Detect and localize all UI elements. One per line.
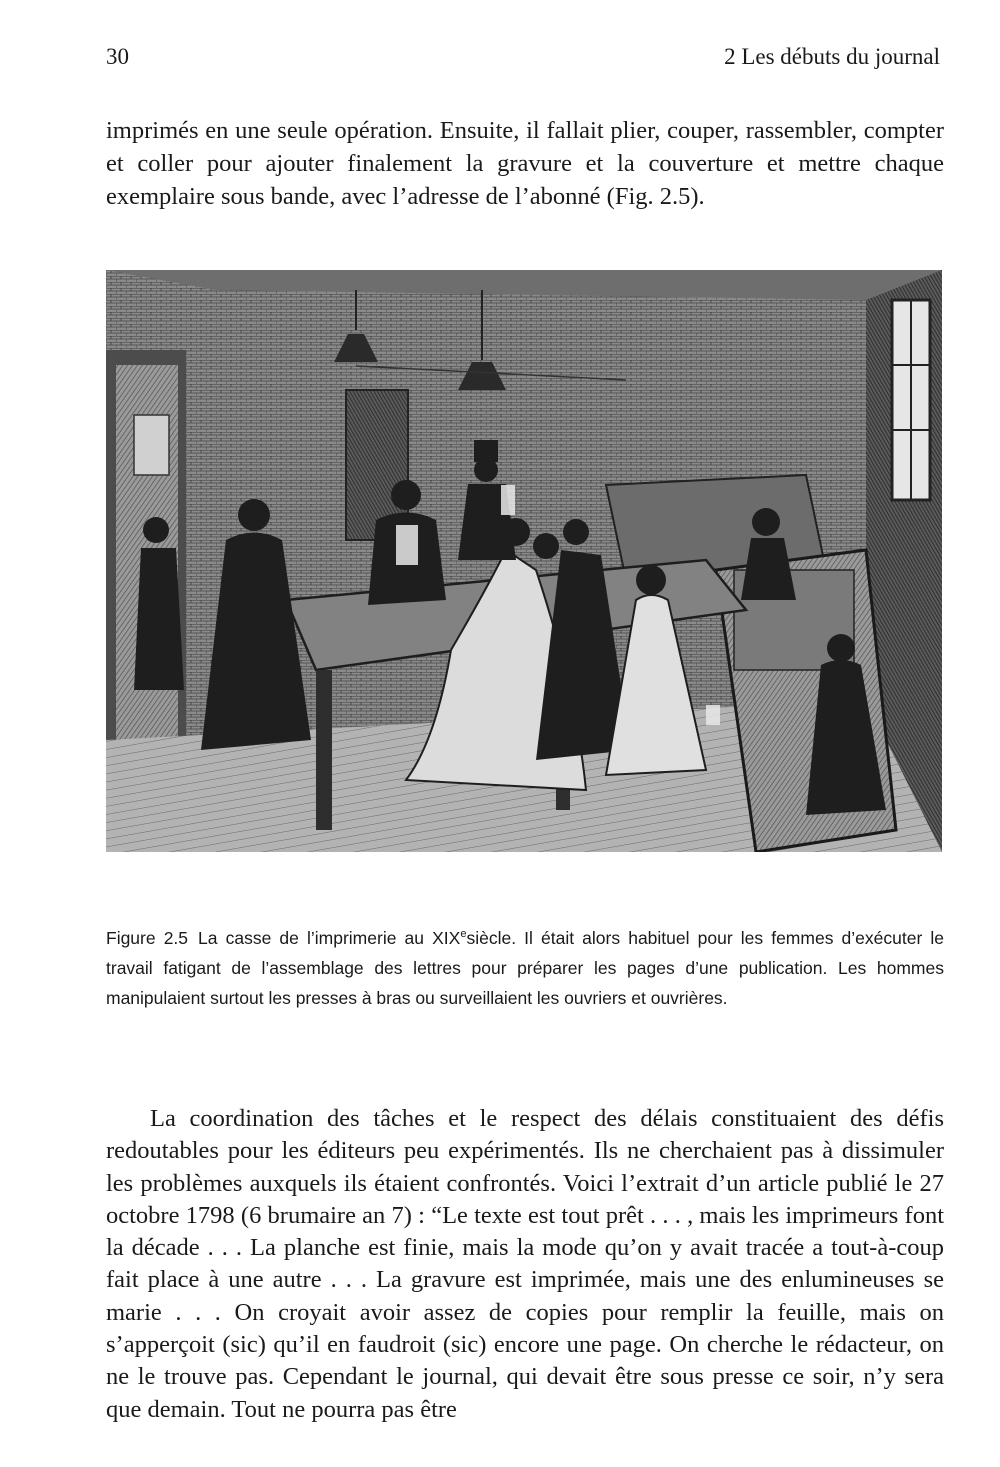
figure-caption [106,923,944,1013]
chapter-title: 2 Les débuts du journal [724,44,940,69]
figure-caption-text-end: siècle. Il était alors habituel pour les femmes d’exécuter le travail fatigant de l’assemblage des lettres pour préparer les pages d’une publication. Les hommes manipulaient surtout les presses à bras ou surveillaient les ouvriers et ouvrières. [106,928,945,1008]
paragraph-top: imprimés en une seule opération. Ensuite, il fallait plier, couper, rassembler, compter et coller pour ajouter finalement la gravure et la couverture et mettre chaque exemplaire sous bande, avec l’adresse de l’abonné (Fig. 2.5). [106,117,944,210]
engraving-printing-workshop-icon [106,270,942,852]
page-number: 30 [106,44,129,69]
running-head [106,44,940,74]
figure-engraving-image [106,270,942,852]
figure-caption-label: Figure 2.5 [106,928,189,948]
figure-caption-text-start: La casse de l’imprimerie au XIX [198,928,461,948]
paragraph-bottom: La coordination des tâches et le respect des délais constituaient des défis redoutables pour les éditeurs peu expérimentés. Ils ne cherchaient pas à dissimuler les problèmes auxquels ils étaient confrontés. Voici l’extrait d’un article publié le 27 octobre 1798 (6 brumaire an 7) : “Le texte est tout prêt . . . , mais les imprimeurs font la décade . . . La planche est finie, mais la mode qu’on y avait tracée a tout-à-coup fait place à une autre . . . La gravure est imprimée, mais une des enlumineuses se marie . . . On croyait avoir assez de copies pour remplir la feuille, mais on s’apperçoit (sic) qu’il en faudroit (sic) encore une page. On cherche le rédacteur, on ne le trouve pas. Cependant le journal, qui devait être sous presse ce soir, n’y sera que demain. Tout ne pourra pas être [106,1105,944,1423]
figure-caption-superscript: e [460,928,467,941]
